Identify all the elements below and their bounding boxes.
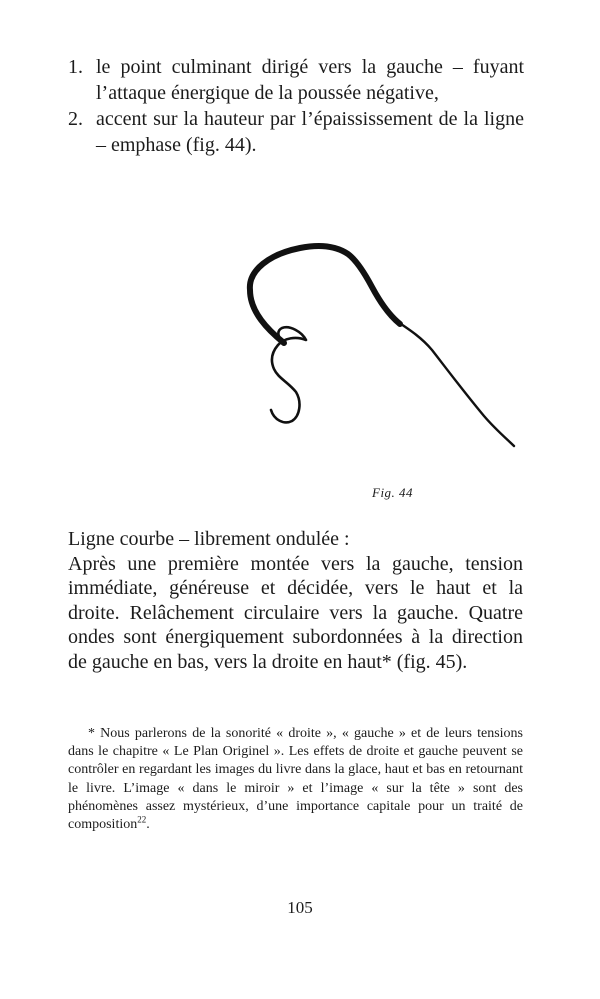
list-item-number: 1. xyxy=(68,56,83,78)
body-paragraph xyxy=(68,527,523,674)
footnote-reference: 22 xyxy=(137,814,147,825)
footnote-end: . xyxy=(146,817,150,833)
list-item-text: accent sur la hauteur par l’épaississement de la ligne – emphase (fig. 44). xyxy=(96,108,524,156)
footnote xyxy=(68,725,523,834)
paragraph-text: Après une première montée vers la gauche, tension immédiate, généreuse et décidée, vers le haut et la droite. Relâchement circulaire vers la gauche. Quatre ondes sont énergiquement subordonnées à la direction de gauche en bas, vers la droite en haut* (fig. 45). xyxy=(68,552,523,673)
footnote-text: * Nous parlerons de la sonorité « droite », « gauche » et de leurs tensions dans le chapitre « Le Plan Originel ». Les effets de droite et gauche peuvent se contrôler en regardant les images du livre dans la glace, haut et bas en retournant le livre. L’image « dans le miroir » et l’image « sur la tête » sont des phénomènes assez mystérieux, d’une importance capitale pour un traité de composition xyxy=(68,726,523,833)
curved-line-drawing xyxy=(240,232,525,457)
figure-caption: Fig. 44 xyxy=(372,485,414,500)
list-item-number: 2. xyxy=(68,108,83,130)
numbered-list xyxy=(68,54,524,158)
figure-44-line-drawing xyxy=(240,232,525,457)
wave-hook-stroke xyxy=(271,327,306,422)
page-number: 105 xyxy=(287,898,313,917)
paragraph-heading: Ligne courbe – librement ondulée : xyxy=(68,528,350,550)
list-item xyxy=(68,106,524,158)
list-item xyxy=(68,54,524,106)
thin-tail-stroke xyxy=(398,322,514,446)
list-item-text: le point culminant dirigé vers la gauche – fuyant l’attaque énergique de la poussée négative, xyxy=(96,56,524,104)
thick-arch-stroke xyxy=(250,246,400,343)
